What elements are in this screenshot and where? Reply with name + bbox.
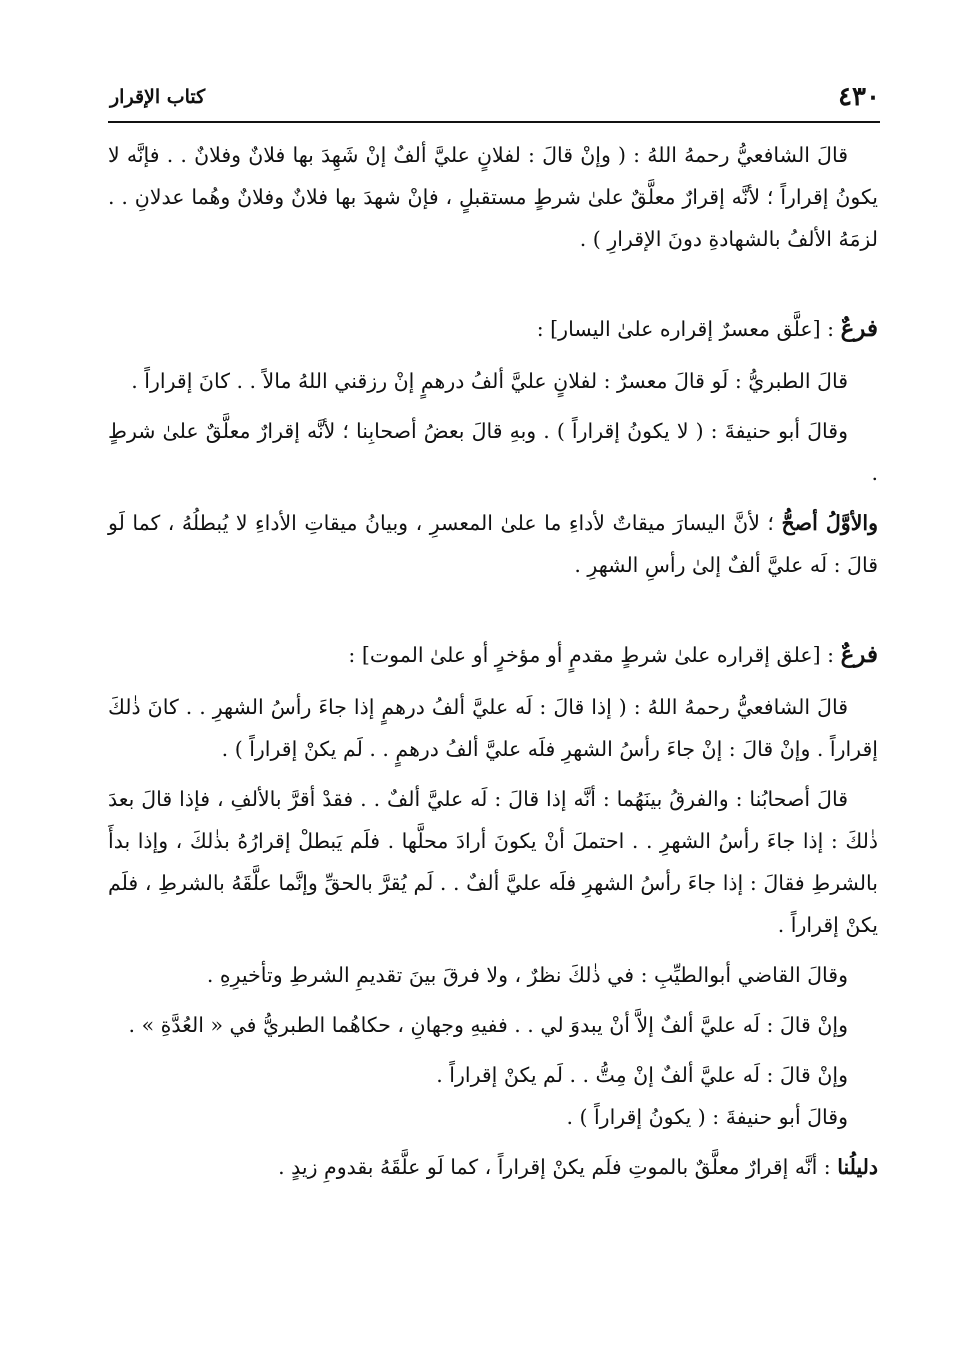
paragraph: وإنْ قالَ : لَه عليَّ ألفٌ إلاَّ أنْ يبدوَ لي . . ففيهِ وجهانِ ، حكاهُما الطبريُّ في « العُدَّةِ » . bbox=[128, 1013, 848, 1037]
paragraph-lead: دليلُنا bbox=[837, 1155, 878, 1179]
section-heading bbox=[108, 634, 878, 676]
paragraph-text: : أنَّه إقرارٌ معلَّقٌ بالموتِ فلَم يكنْ إقراراً ، كما لَو علَّقَهُ بقدومِ زيدٍ . bbox=[278, 1155, 838, 1179]
heading-title: : [علق إقراره علىٰ شرطٍ مقدمٍ أو مؤخرٍ أو علىٰ الموت] : bbox=[348, 643, 841, 667]
paragraph bbox=[108, 502, 878, 586]
paragraph: قالَ الطبريُّ : لَو قالَ معسرٌ : لفلانٍ عليَّ ألفُ درهمٍ إنْ رزقني اللهُ مالاً . . كانَ إقراراً . bbox=[131, 369, 848, 393]
paragraph: قالَ أصحابُنا : والفرقُ بينَهُما : أنَّه إذا قالَ : لَه عليَّ ألفٌ . . فقدْ أقرَّ بالألفِ ، فإذا قالَ بعدَ ذٰلكَ : إذا جاءَ رأسُ الشهرِ . . احتملَ أنْ يكونَ أرادَ محلَّها . فلَم يَبطلْ إقرارُهُ بذٰلكَ ، وإذا بدأَ بالشرطِ فقالَ : إذا جاءَ رأسُ الشهرِ فلَه عليَّ ألفٌ . . لَم يُقرَّ بالحقِّ وإنَّما علَّقَهُ بالشرطِ ، فلَم يكنْ إقراراً . bbox=[108, 787, 878, 937]
paragraph-lead: والأوَّلُ أصحُّ bbox=[781, 511, 878, 535]
paragraph: وإنْ قالَ : لَه عليَّ ألفٌ إنْ مِتُّ . . لَم يكنْ إقراراً . bbox=[436, 1063, 848, 1087]
paragraph-text: ؛ لأنَّ اليسارَ ميقاتٌ لأداءِ ما علىٰ المعسرِ ، وبيانُ ميقاتِ الأداءِ لا يُبطلُهُ ، كما لَو قالَ : لَه عليَّ ألفٌ إلىٰ رأسِ الشهرِ . bbox=[108, 511, 878, 577]
heading-keyword: فرعٌ bbox=[840, 315, 878, 342]
header-rule bbox=[108, 121, 880, 123]
paragraph: وقالَ أبو حنيفةَ : ( يكونُ إقراراً ) . bbox=[566, 1105, 848, 1129]
paragraph bbox=[108, 1146, 878, 1188]
paragraph: قالَ الشافعيُّ رحمهُ اللهُ : ( وإنْ قالَ : لفلانٍ عليَّ ألفٌ إنْ شَهِدَ بها فلانٌ وفلانٌ . . فإنَّه لا يكونُ إقراراً ؛ لأنَّه إقرارٌ معلَّقٌ علىٰ شرطٍ مستقبلٍ ، فإنْ شهدَ بها فلانٌ وفلانٌ وهُما عدلانِ . . لزمَهُ الألفُ بالشهادةِ دونَ الإقرارِ ) . bbox=[108, 143, 878, 251]
heading-keyword: فرعٌ bbox=[840, 641, 878, 668]
paragraph: وقالَ أبو حنيفةَ : ( لا يكونُ إقراراً ) . وبهِ قالَ بعضُ أصحابِنا ؛ لأنَّه إقرارٌ معلَّقٌ علىٰ شرطٍ . bbox=[108, 419, 878, 485]
running-title: كتاب الإقرار bbox=[110, 86, 206, 108]
section-heading bbox=[108, 308, 878, 350]
paragraph: وقالَ القاضي أبوالطيِّبِ : في ذٰلكَ نظرٌ ، ولا فرقَ بينَ تقديمِ الشرطِ وتأخيرِهِ . bbox=[206, 963, 848, 987]
page-number: ٤٣٠ bbox=[838, 82, 880, 112]
page-body bbox=[108, 134, 878, 1188]
heading-title: : [علَّق معسرٌ إقراره علىٰ اليسار] : bbox=[536, 317, 841, 341]
page-header bbox=[110, 82, 880, 118]
paragraph: قالَ الشافعيُّ رحمهُ اللهُ : ( إذا قالَ : لَه عليَّ ألفُ درهمٍ إذا جاءَ رأسُ الشهرِ . . كانَ ذٰلكَ إقراراً . وإنْ قالَ : إنْ جاءَ رأسُ الشهرِ فلَه عليَّ ألفُ درهمٍ . . لَم يكنْ إقراراً ) . bbox=[108, 695, 878, 761]
